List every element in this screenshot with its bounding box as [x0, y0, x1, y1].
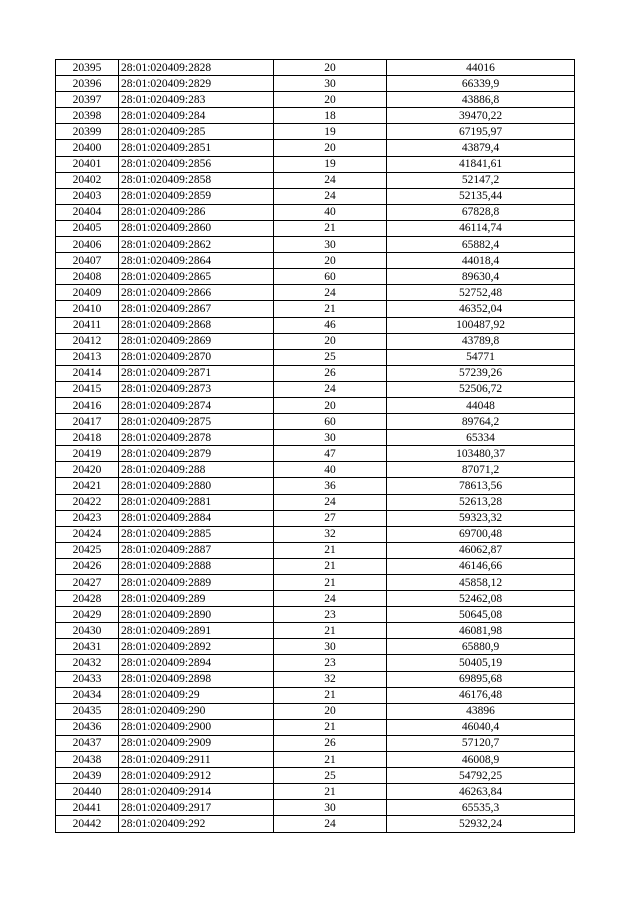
value-cell: 69700,48: [387, 526, 575, 542]
table-row: [56, 542, 575, 558]
row-number-cell: 20412: [56, 333, 119, 349]
area-cell: 25: [274, 768, 387, 784]
value-cell: 66339,9: [387, 76, 575, 92]
value-cell: 43789,8: [387, 333, 575, 349]
table-row: [56, 687, 575, 703]
value-cell: 44048: [387, 397, 575, 413]
cadastral-number-cell: 28:01:020409:283: [119, 92, 274, 108]
table-row: [56, 446, 575, 462]
cadastral-number-cell: 28:01:020409:2859: [119, 188, 274, 204]
cadastral-number-cell: 28:01:020409:2869: [119, 333, 274, 349]
value-cell: 46040,4: [387, 719, 575, 735]
cadastral-number-cell: 28:01:020409:2888: [119, 558, 274, 574]
table-row: [56, 285, 575, 301]
value-cell: 65882,4: [387, 237, 575, 253]
value-cell: 46008,9: [387, 752, 575, 768]
table-row: [56, 639, 575, 655]
row-number-cell: 20419: [56, 446, 119, 462]
cadastral-number-cell: 28:01:020409:2865: [119, 269, 274, 285]
area-cell: 27: [274, 510, 387, 526]
value-cell: 45858,12: [387, 575, 575, 591]
area-cell: 24: [274, 381, 387, 397]
table-row: [56, 752, 575, 768]
cadastral-number-cell: 28:01:020409:2873: [119, 381, 274, 397]
value-cell: 46114,74: [387, 220, 575, 236]
table-row: [56, 784, 575, 800]
cadastral-number-cell: 28:01:020409:289: [119, 591, 274, 607]
row-number-cell: 20398: [56, 108, 119, 124]
value-cell: 43886,8: [387, 92, 575, 108]
row-number-cell: 20436: [56, 719, 119, 735]
value-cell: 59323,32: [387, 510, 575, 526]
value-cell: 43879,4: [387, 140, 575, 156]
row-number-cell: 20440: [56, 784, 119, 800]
row-number-cell: 20421: [56, 478, 119, 494]
area-cell: 24: [274, 591, 387, 607]
row-number-cell: 20405: [56, 220, 119, 236]
table-row: [56, 607, 575, 623]
value-cell: 87071,2: [387, 462, 575, 478]
table-row: [56, 671, 575, 687]
row-number-cell: 20435: [56, 703, 119, 719]
row-number-cell: 20399: [56, 124, 119, 140]
table-row: [56, 800, 575, 816]
area-cell: 32: [274, 671, 387, 687]
table-row: [56, 204, 575, 220]
row-number-cell: 20427: [56, 575, 119, 591]
row-number-cell: 20441: [56, 800, 119, 816]
area-cell: 24: [274, 285, 387, 301]
cadastral-number-cell: 28:01:020409:2871: [119, 365, 274, 381]
value-cell: 52147,2: [387, 172, 575, 188]
row-number-cell: 20426: [56, 558, 119, 574]
cadastral-number-cell: 28:01:020409:2862: [119, 237, 274, 253]
row-number-cell: 20433: [56, 671, 119, 687]
value-cell: 46176,48: [387, 687, 575, 703]
area-cell: 21: [274, 752, 387, 768]
value-cell: 52613,28: [387, 494, 575, 510]
cadastral-number-cell: 28:01:020409:2860: [119, 220, 274, 236]
area-cell: 20: [274, 60, 387, 76]
cadastral-number-cell: 28:01:020409:2912: [119, 768, 274, 784]
value-cell: 103480,37: [387, 446, 575, 462]
table-row: [56, 140, 575, 156]
row-number-cell: 20431: [56, 639, 119, 655]
cadastral-number-cell: 28:01:020409:2879: [119, 446, 274, 462]
value-cell: 57120,7: [387, 735, 575, 751]
row-number-cell: 20424: [56, 526, 119, 542]
row-number-cell: 20442: [56, 816, 119, 832]
cadastral-number-cell: 28:01:020409:2891: [119, 623, 274, 639]
area-cell: 32: [274, 526, 387, 542]
value-cell: 43896: [387, 703, 575, 719]
cadastral-number-cell: 28:01:020409:2866: [119, 285, 274, 301]
value-cell: 46062,87: [387, 542, 575, 558]
cadastral-number-cell: 28:01:020409:2878: [119, 430, 274, 446]
area-cell: 21: [274, 558, 387, 574]
value-cell: 65334: [387, 430, 575, 446]
cadastral-number-cell: 28:01:020409:2868: [119, 317, 274, 333]
value-cell: 46352,04: [387, 301, 575, 317]
area-cell: 21: [274, 784, 387, 800]
row-number-cell: 20422: [56, 494, 119, 510]
table-row: [56, 526, 575, 542]
table-row: [56, 188, 575, 204]
area-cell: 25: [274, 349, 387, 365]
value-cell: 52135,44: [387, 188, 575, 204]
table-row: [56, 349, 575, 365]
cadastral-number-cell: 28:01:020409:2874: [119, 397, 274, 413]
row-number-cell: 20408: [56, 269, 119, 285]
cadastral-number-cell: 28:01:020409:2917: [119, 800, 274, 816]
area-cell: 24: [274, 172, 387, 188]
value-cell: 65535,3: [387, 800, 575, 816]
table-row: [56, 462, 575, 478]
row-number-cell: 20410: [56, 301, 119, 317]
area-cell: 19: [274, 124, 387, 140]
cadastral-number-cell: 28:01:020409:284: [119, 108, 274, 124]
row-number-cell: 20428: [56, 591, 119, 607]
table-row: [56, 317, 575, 333]
table-row: [56, 60, 575, 76]
value-cell: 44016: [387, 60, 575, 76]
row-number-cell: 20401: [56, 156, 119, 172]
value-cell: 78613,56: [387, 478, 575, 494]
area-cell: 21: [274, 575, 387, 591]
cadastral-number-cell: 28:01:020409:2914: [119, 784, 274, 800]
table-row: [56, 719, 575, 735]
table-row: [56, 655, 575, 671]
table-row: [56, 301, 575, 317]
area-cell: 40: [274, 462, 387, 478]
area-cell: 30: [274, 76, 387, 92]
cadastral-number-cell: 28:01:020409:2856: [119, 156, 274, 172]
row-number-cell: 20407: [56, 253, 119, 269]
cadastral-number-cell: 28:01:020409:2864: [119, 253, 274, 269]
table-row: [56, 220, 575, 236]
table-row: [56, 591, 575, 607]
cadastral-number-cell: 28:01:020409:2885: [119, 526, 274, 542]
cadastral-number-cell: 28:01:020409:2880: [119, 478, 274, 494]
row-number-cell: 20395: [56, 60, 119, 76]
row-number-cell: 20415: [56, 381, 119, 397]
row-number-cell: 20403: [56, 188, 119, 204]
table-row: [56, 381, 575, 397]
row-number-cell: 20438: [56, 752, 119, 768]
table-row: [56, 575, 575, 591]
row-number-cell: 20414: [56, 365, 119, 381]
value-cell: 57239,26: [387, 365, 575, 381]
value-cell: 69895,68: [387, 671, 575, 687]
table-row: [56, 816, 575, 832]
value-cell: 50645,08: [387, 607, 575, 623]
value-cell: 52932,24: [387, 816, 575, 832]
cadastral-number-cell: 28:01:020409:2851: [119, 140, 274, 156]
table-row: [56, 703, 575, 719]
row-number-cell: 20409: [56, 285, 119, 301]
cadastral-number-cell: 28:01:020409:285: [119, 124, 274, 140]
cadastral-number-cell: 28:01:020409:286: [119, 204, 274, 220]
area-cell: 24: [274, 188, 387, 204]
table-row: [56, 124, 575, 140]
value-cell: 89630,4: [387, 269, 575, 285]
row-number-cell: 20397: [56, 92, 119, 108]
row-number-cell: 20430: [56, 623, 119, 639]
area-cell: 20: [274, 140, 387, 156]
area-cell: 23: [274, 655, 387, 671]
cadastral-number-cell: 28:01:020409:2887: [119, 542, 274, 558]
value-cell: 44018,4: [387, 253, 575, 269]
value-cell: 50405,19: [387, 655, 575, 671]
value-cell: 52506,72: [387, 381, 575, 397]
table-row: [56, 237, 575, 253]
cadastral-number-cell: 28:01:020409:2900: [119, 719, 274, 735]
table-row: [56, 558, 575, 574]
value-cell: 41841,61: [387, 156, 575, 172]
table-row: [56, 510, 575, 526]
area-cell: 30: [274, 800, 387, 816]
table-row: [56, 397, 575, 413]
area-cell: 24: [274, 494, 387, 510]
area-cell: 46: [274, 317, 387, 333]
value-cell: 52462,08: [387, 591, 575, 607]
row-number-cell: 20413: [56, 349, 119, 365]
row-number-cell: 20425: [56, 542, 119, 558]
row-number-cell: 20429: [56, 607, 119, 623]
cadastral-number-cell: 28:01:020409:2828: [119, 60, 274, 76]
cadastral-number-cell: 28:01:020409:29: [119, 687, 274, 703]
value-cell: 46263,84: [387, 784, 575, 800]
value-cell: 39470,22: [387, 108, 575, 124]
cadastral-number-cell: 28:01:020409:2881: [119, 494, 274, 510]
cadastral-number-cell: 28:01:020409:2875: [119, 414, 274, 430]
table-row: [56, 172, 575, 188]
table-row: [56, 414, 575, 430]
table-row: [56, 156, 575, 172]
table-row: [56, 365, 575, 381]
area-cell: 30: [274, 237, 387, 253]
area-cell: 40: [274, 204, 387, 220]
row-number-cell: 20402: [56, 172, 119, 188]
value-cell: 89764,2: [387, 414, 575, 430]
table-row: [56, 623, 575, 639]
cadastral-number-cell: 28:01:020409:290: [119, 703, 274, 719]
area-cell: 30: [274, 639, 387, 655]
value-cell: 52752,48: [387, 285, 575, 301]
table-row: [56, 735, 575, 751]
area-cell: 26: [274, 735, 387, 751]
area-cell: 23: [274, 607, 387, 623]
row-number-cell: 20400: [56, 140, 119, 156]
cadastral-table: [55, 59, 575, 833]
area-cell: 19: [274, 156, 387, 172]
value-cell: 46146,66: [387, 558, 575, 574]
value-cell: 67828,8: [387, 204, 575, 220]
area-cell: 47: [274, 446, 387, 462]
row-number-cell: 20439: [56, 768, 119, 784]
cadastral-number-cell: 28:01:020409:2898: [119, 671, 274, 687]
area-cell: 24: [274, 816, 387, 832]
cadastral-number-cell: 28:01:020409:2870: [119, 349, 274, 365]
table-row: [56, 333, 575, 349]
table-row: [56, 76, 575, 92]
area-cell: 21: [274, 719, 387, 735]
row-number-cell: 20437: [56, 735, 119, 751]
area-cell: 26: [274, 365, 387, 381]
row-number-cell: 20411: [56, 317, 119, 333]
area-cell: 20: [274, 397, 387, 413]
area-cell: 60: [274, 414, 387, 430]
row-number-cell: 20404: [56, 204, 119, 220]
table-row: [56, 478, 575, 494]
cadastral-number-cell: 28:01:020409:2892: [119, 639, 274, 655]
cadastral-number-cell: 28:01:020409:288: [119, 462, 274, 478]
row-number-cell: 20418: [56, 430, 119, 446]
table-row: [56, 768, 575, 784]
area-cell: 21: [274, 301, 387, 317]
cadastral-number-cell: 28:01:020409:2909: [119, 735, 274, 751]
table-row: [56, 269, 575, 285]
area-cell: 21: [274, 220, 387, 236]
value-cell: 65880,9: [387, 639, 575, 655]
row-number-cell: 20434: [56, 687, 119, 703]
value-cell: 46081,98: [387, 623, 575, 639]
value-cell: 54792,25: [387, 768, 575, 784]
table-row: [56, 253, 575, 269]
row-number-cell: 20423: [56, 510, 119, 526]
row-number-cell: 20432: [56, 655, 119, 671]
area-cell: 18: [274, 108, 387, 124]
area-cell: 20: [274, 703, 387, 719]
area-cell: 21: [274, 687, 387, 703]
cadastral-number-cell: 28:01:020409:2894: [119, 655, 274, 671]
area-cell: 20: [274, 333, 387, 349]
area-cell: 60: [274, 269, 387, 285]
cadastral-number-cell: 28:01:020409:2889: [119, 575, 274, 591]
row-number-cell: 20406: [56, 237, 119, 253]
row-number-cell: 20396: [56, 76, 119, 92]
row-number-cell: 20416: [56, 397, 119, 413]
row-number-cell: 20417: [56, 414, 119, 430]
table-row: [56, 494, 575, 510]
cadastral-number-cell: 28:01:020409:2829: [119, 76, 274, 92]
cadastral-number-cell: 28:01:020409:2890: [119, 607, 274, 623]
table-row: [56, 430, 575, 446]
cadastral-number-cell: 28:01:020409:2867: [119, 301, 274, 317]
cadastral-number-cell: 28:01:020409:292: [119, 816, 274, 832]
area-cell: 36: [274, 478, 387, 494]
area-cell: 20: [274, 253, 387, 269]
value-cell: 54771: [387, 349, 575, 365]
area-cell: 30: [274, 430, 387, 446]
table-row: [56, 92, 575, 108]
row-number-cell: 20420: [56, 462, 119, 478]
area-cell: 21: [274, 542, 387, 558]
value-cell: 100487,92: [387, 317, 575, 333]
area-cell: 21: [274, 623, 387, 639]
cadastral-number-cell: 28:01:020409:2884: [119, 510, 274, 526]
table-body: [56, 60, 575, 833]
area-cell: 20: [274, 92, 387, 108]
table-row: [56, 108, 575, 124]
cadastral-number-cell: 28:01:020409:2911: [119, 752, 274, 768]
value-cell: 67195,97: [387, 124, 575, 140]
cadastral-number-cell: 28:01:020409:2858: [119, 172, 274, 188]
